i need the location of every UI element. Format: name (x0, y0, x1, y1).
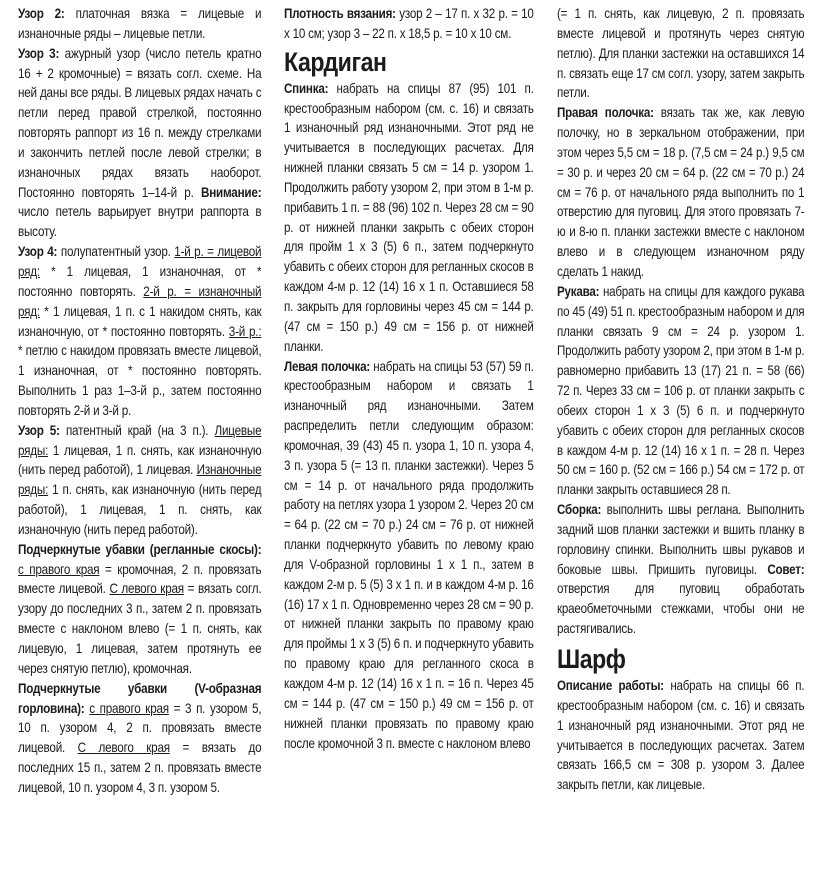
scarf-instructions (557, 676, 804, 795)
paragraph (284, 4, 534, 44)
text-run: = вязать до последних 15 п., затем 2 п. провязать вместе лицевой, 10 п. узором 4, 3 п. узором 5. (18, 740, 262, 795)
underlined-term: с правого края (18, 561, 100, 577)
text-run: * петлю с накидом провязать вместе лицевой, 1 изнаночная, от * постоянно повторять. Выполнить 1 раз 1–3-й р., затем постоянно повторять 2-й и 3-й р. (18, 343, 262, 418)
paragraph (557, 103, 804, 282)
text-run: выполнить швы реглана. Выполнить задний шов планки застежки и вшить планку в горловину спинки. Выполнить швы рукавов и боковые швы. Пришить пуговицы. (557, 502, 805, 577)
paragraph (18, 421, 261, 540)
underlined-term: Лицевые ряды: (18, 422, 262, 458)
text-run: полупатентный узор. (57, 244, 175, 260)
text-run: = 3 п. узором 5, 10 п. узором 4, 2 п. провязать вместе лицевой. (18, 700, 262, 756)
text-run: (= 1 п. снять, как лицевую, 2 п. провязать вместе лицевой и протянуть через снятую петлю). Для планки застежки на оставшихся 14 п. связать еще 17 см согл. узору, затем закрыть петли. (557, 6, 805, 101)
underlined-term: 1-й р. = лицевой ряд: (18, 244, 262, 279)
text-run: набрать на спицы 87 (95) 101 п. крестообразным набором (см. с. 16) и связать 1 изнаночный ряд изнаночными. Этот ряд не учитывается в последующих расчетах. Для нижней планки связать 5 см = 14 р. узором 1. Продолжить работу узором 2, при этом в 1-м р. прибавить 1 п. = 88 (96) 102 п. Через 28 см = 90 р. от нижней планки закрыть с обеих сторон для пройм 1 х 3 (5) 6 п., затем подчеркнуто убавить с обеих сторон для регланных скосов в каждом 4-м р. 12 (14) 16 х 1 п. Оставшиеся 58 п. закрыть для горловины через 45 см = 144 р. (47 см = 150 р.) 49 см = 156 р. от нижней планки. (284, 80, 534, 354)
column-middle (284, 4, 534, 753)
bold-term: Описание работы: (557, 678, 664, 693)
bold-term: Сборка: (557, 502, 602, 518)
underlined-term: 2-й р. = изнаночный ряд: (18, 283, 262, 319)
underlined-term: С левого края (77, 740, 170, 756)
column-left (18, 4, 261, 798)
paragraph (557, 4, 804, 103)
text-run: * 1 лицевая, 1 изнаночная, от * постоянно повторять. (18, 263, 262, 299)
paragraph (557, 282, 804, 500)
bold-term: Спинка: (284, 80, 329, 96)
scarf-heading: Шарф (557, 644, 626, 674)
text-run: отверстия для пуговиц обработать краеобметочными стежками, чтобы они не растягивались. (557, 581, 805, 637)
paragraph (18, 44, 261, 242)
text-run: ажурный узор (число петель кратно 16 + 2 кромочные) = вязать согл. схеме. На ней даны все ряды. В лицевых рядах начать с петли перед правой стрелкой, постоянно повторять раппорт из 16 п. между стрелками и закончить петлей после левой стрелки; в изнаночных рядах вязать наоборот. Постоянно повторять 1–14-й р. (18, 45, 262, 200)
cardigan-heading: Кардиган (284, 46, 387, 77)
bold-term: Внимание: (200, 184, 262, 200)
bold-term: Рукава: (557, 283, 600, 299)
paragraph (18, 679, 261, 798)
gauge-text (284, 4, 534, 44)
text-run: набрать на спицы 66 п. крестообразным набором (см. с. 16) и связать 1 изнаночный ряд изнаночными. Этот ряд не учитывается в последующих расчетах. Затем связать 166,5 см = 308 р. узором 3. Далее закрыть петли, как лицевые. (557, 678, 805, 793)
text-run: набрать на спицы 53 (57) 59 п. крестообразным набором и связать 1 изнаночный ряд изнаночными. Затем распределить петли следующим образом: кромочная, 39 (43) 45 п. узора 1, 10 п. узора 4, 3 п. узора 5 (= 13 п. планки застежки). Через 5 см = 14 р. от начального ряда продолжить работу на петлях узора 1 узором 2. Через 20 см = 64 р. (22 см = 70 р.) 24 см = 76 р. от нижней планки подчеркнуто убавить по левому краю для V-образной горловины 1 х 1 п., затем в каждом 2-м р. 5 (5) 3 х 1 п. и в каждом 4-м р. 16 (16) 17 х 1 п. Одновременно через 28 см = 90 р. от нижней планки закрыть по правому краю для проймы 1 х 3 (5) 6 п. и подчеркнуто убавить по правому краю для регланного скоса в каждом 4-м р. 12 (14) 16 х 1 п. = 16 п. Через 45 см = 144 р. (47 см = 150 р.) 49 см = 156 р. от нижней планки провязать по правому краю после кромочной 3 п. вместе с наклоном влево (284, 358, 534, 751)
text-run: число петель варьирует внутри раппорта в высоту. (18, 204, 262, 240)
text-run: 1 лицевая, 1 п. снять, как изнаночную (нить перед работой), 1 лицевая. (18, 442, 262, 478)
bold-term: Плотность вязания: (284, 6, 396, 21)
underlined-term: С левого края (109, 581, 184, 597)
paragraph (557, 500, 804, 639)
text-run: вязать так же, как левую полочку, но в зеркальном отображении, при этом через 5,5 см = 18 р. (7,5 см = 24 р.) 9,5 см = 30 р. и через 20 см = 64 р. (22 см = 70 р.) 24 см = 76 р. от начального ряда выполнить по 1 отверстию для пуговиц. Для этого провязать 7-ю и 8-ю п. планки застежки вместе с наклоном влево и в следующем изнаночном ряду сделать 1 накид. (557, 105, 805, 279)
text-run: * 1 лицевая, 1 п. с 1 накидом снять, как изнаночную, от * постоянно повторять. (18, 303, 262, 339)
bold-term: Узор 5: (18, 422, 60, 438)
bold-term: Узор 4: (18, 244, 58, 260)
paragraph (284, 357, 534, 754)
text-run: = кромочная, 2 п. провязать вместе лицевой. (18, 561, 262, 597)
paragraph (557, 676, 804, 795)
bold-term: Подчеркнутые убавки (V-образная горловина): (18, 680, 262, 716)
bold-term: Узор 2: (18, 6, 65, 21)
text-run: набрать на спицы для каждого рукава по 45 (49) 51 п. крестообразным набором и для планки связать 9 см = 24 р. узором 1. Продолжить работу узором 2, при этом в 1-м р. равномерно прибавить 13 (17) 21 п. = 58 (66) 72 п. Через 33 см = 106 р. от планки закрыть с обеих сторон 1 х 3 (5) 6 п. и подчеркнуто убавить с обеих сторон для регланных скосов в каждом 4-м р. 12 (14) 16 х 1 п. = 28 п. Через 50 см = 160 р. (52 см = 166 р.) 54 см = 172 р. от планки закрыть оставшиеся 28 п. (557, 283, 805, 498)
bold-term: Совет: (767, 561, 805, 577)
bold-term: Подчеркнутые убавки (регланные скосы): (18, 541, 262, 557)
text-run: платочная вязка = лицевые и изнаночные ряды – лицевые петли. (18, 6, 262, 41)
underlined-term: 3-й р.: (228, 323, 262, 339)
text-run: = вязать согл. узору до последних 3 п., затем 2 п. провязать вместе с наклоном влево (= 1 п. снять, как лицевую, 1 лицевая, затем протянуть ее через снятую петлю), кромочная. (18, 581, 262, 676)
paragraph (284, 79, 534, 357)
text-run: патентный край (на 3 п.). (59, 422, 215, 438)
text-run: узор 2 – 17 п. х 32 р. = 10 х 10 см; узор 3 – 22 п. х 18,5 р. = 10 х 10 см. (284, 6, 534, 41)
column-right (557, 4, 804, 795)
bold-term: Правая полочка: (557, 105, 654, 121)
bold-term: Левая полочка: (284, 358, 371, 374)
bold-term: Узор 3: (18, 45, 60, 61)
cardigan-instructions (284, 79, 534, 754)
text-run: 1 п. снять, как изнаночную (нить перед работой), 1 лицевая, 1 п. снять, как изнаночную (нить перед работой). (18, 482, 262, 537)
underlined-term: с правого края (89, 700, 169, 716)
paragraph (18, 4, 261, 44)
underlined-term: Изнаночные ряды: (18, 462, 262, 498)
stitch-patterns-text (18, 4, 261, 798)
cardigan-instructions-continued (557, 4, 804, 639)
paragraph (18, 242, 261, 421)
paragraph (18, 540, 261, 679)
